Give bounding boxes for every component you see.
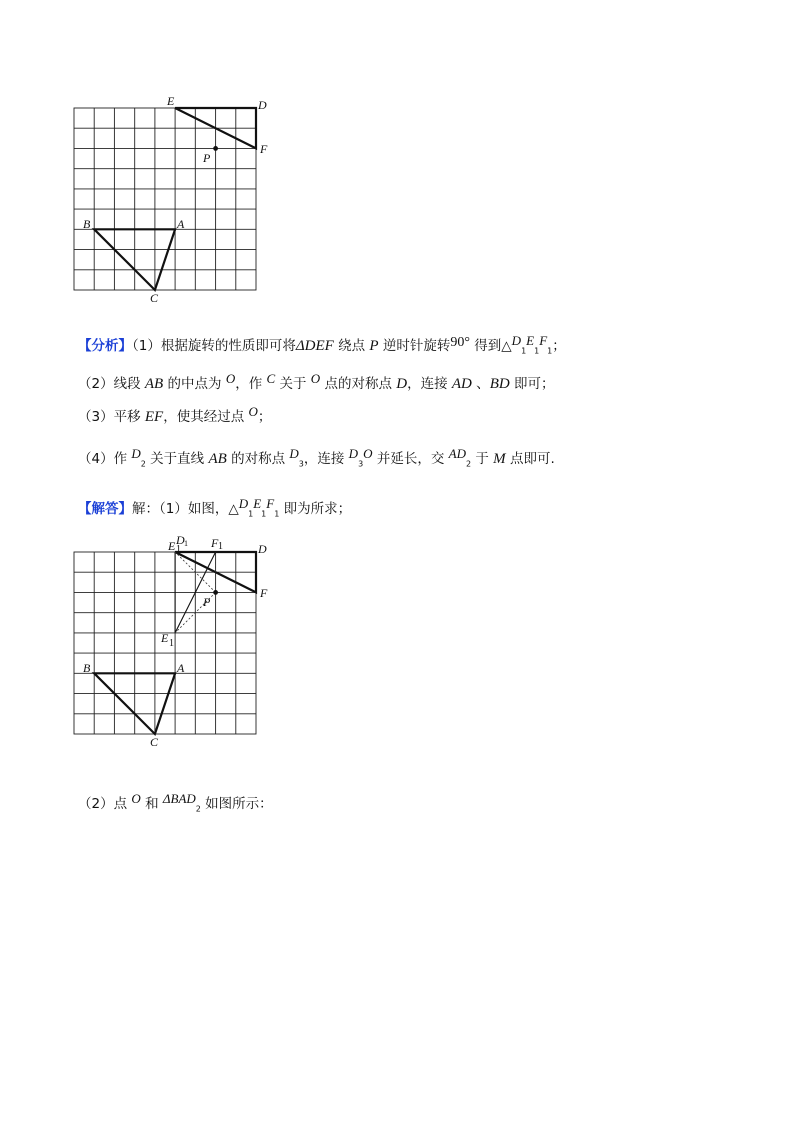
subscript: 1 xyxy=(547,346,553,356)
figure-2-grid xyxy=(60,534,290,754)
math: EF xyxy=(144,409,164,425)
text: 得到△ xyxy=(469,338,512,354)
text: 、 xyxy=(471,376,490,392)
math: 90° xyxy=(450,335,470,350)
math: D xyxy=(131,446,141,461)
figure-1-grid xyxy=(60,90,290,305)
analysis-line-4 xyxy=(78,447,555,469)
math: AB xyxy=(208,451,227,467)
math: O xyxy=(363,446,373,461)
subscript: 1 xyxy=(521,346,527,356)
text: ； xyxy=(552,338,566,354)
label-p: P xyxy=(203,595,211,609)
text: 即为所求； xyxy=(279,501,352,517)
label-f: F xyxy=(260,142,268,156)
math: AD xyxy=(448,446,466,461)
answer-line-1 xyxy=(78,497,351,519)
text: （2）线段 xyxy=(78,376,145,392)
text: 关于 xyxy=(275,376,311,392)
point-p xyxy=(213,590,218,595)
label-a: A xyxy=(177,217,185,231)
math: M xyxy=(493,451,506,467)
subscript: 1 xyxy=(534,346,540,356)
subscript: 2 xyxy=(195,804,201,814)
math: AB xyxy=(144,376,164,392)
math: F xyxy=(266,496,275,511)
analysis-line-2 xyxy=(78,372,554,393)
text: 绕点 xyxy=(333,338,370,354)
math: E xyxy=(253,496,262,511)
math: O xyxy=(131,791,141,806)
analysis-tag: 【分析】 xyxy=(78,338,132,354)
math: O xyxy=(310,371,321,386)
text: 点即可. xyxy=(505,451,555,467)
answer-line-2 xyxy=(78,792,273,814)
math: BD xyxy=(489,376,510,392)
text: 关于直线 xyxy=(145,451,209,467)
math: O xyxy=(248,404,258,419)
math: P xyxy=(369,338,379,354)
math: D xyxy=(511,333,522,348)
text: ，连接 xyxy=(303,451,349,467)
label-a: A xyxy=(177,661,185,675)
subscript: 2 xyxy=(465,459,472,469)
text: 的中点为 xyxy=(163,376,226,392)
label-e-top-sub: 1 xyxy=(176,544,181,555)
text: 如图所示： xyxy=(200,796,273,812)
text: （4）作 xyxy=(78,451,132,467)
label-e-top: E xyxy=(168,539,176,553)
math: AD xyxy=(451,376,472,392)
label-b: B xyxy=(83,661,91,675)
analysis-line-1 xyxy=(78,334,566,356)
text: 于 xyxy=(471,451,494,467)
text: ，使其经过点 xyxy=(163,409,249,425)
text: 并延长，交 xyxy=(372,451,449,467)
text: 逆时针旋转 xyxy=(378,338,451,354)
subscript: 1 xyxy=(248,509,254,519)
math: E xyxy=(526,333,535,348)
label-d1: D xyxy=(176,534,185,547)
text: ； xyxy=(257,409,272,425)
analysis-line-3 xyxy=(78,405,271,426)
label-d1-sub: 1 xyxy=(184,539,188,548)
subscript: 3 xyxy=(298,459,304,469)
text: 即可； xyxy=(509,376,555,392)
text: 的对称点 xyxy=(226,451,290,467)
label-e1-sub: 1 xyxy=(169,638,174,649)
label-f1-sub: 1 xyxy=(218,541,223,552)
math: D xyxy=(289,446,299,461)
math: C xyxy=(266,371,276,386)
math: F xyxy=(539,333,548,348)
subscript: 1 xyxy=(261,509,267,519)
answer-tag: 【解答】 xyxy=(78,501,132,517)
label-b: B xyxy=(83,217,91,231)
label-d: D xyxy=(258,542,267,556)
label-c: C xyxy=(150,735,159,749)
label-e1: E xyxy=(161,631,169,645)
label-c: C xyxy=(150,291,159,305)
text: （1）根据旋转的性质即可将 xyxy=(132,338,296,354)
text: （3）平移 xyxy=(78,409,145,425)
subscript: 1 xyxy=(274,509,280,519)
label-f1: F xyxy=(211,536,219,550)
math: ΔDEF xyxy=(295,338,334,354)
point-p xyxy=(213,146,218,151)
text: 和 xyxy=(140,796,163,812)
math: D xyxy=(348,446,359,461)
math: O xyxy=(225,371,236,386)
math: ΔBAD xyxy=(162,791,196,806)
label-e: E xyxy=(167,94,175,108)
math: D xyxy=(238,496,249,511)
math: D xyxy=(396,376,408,392)
text: 解：（1）如图，△ xyxy=(132,501,239,517)
text: ，作 xyxy=(235,376,267,392)
subscript: 2 xyxy=(140,459,146,469)
text: ，连接 xyxy=(407,376,452,392)
text: 点的对称点 xyxy=(320,376,397,392)
label-d: D xyxy=(258,98,267,112)
label-p: P xyxy=(203,151,211,165)
subscript: 3 xyxy=(358,459,364,469)
text: （2）点 xyxy=(78,796,132,812)
label-f: F xyxy=(260,586,268,600)
